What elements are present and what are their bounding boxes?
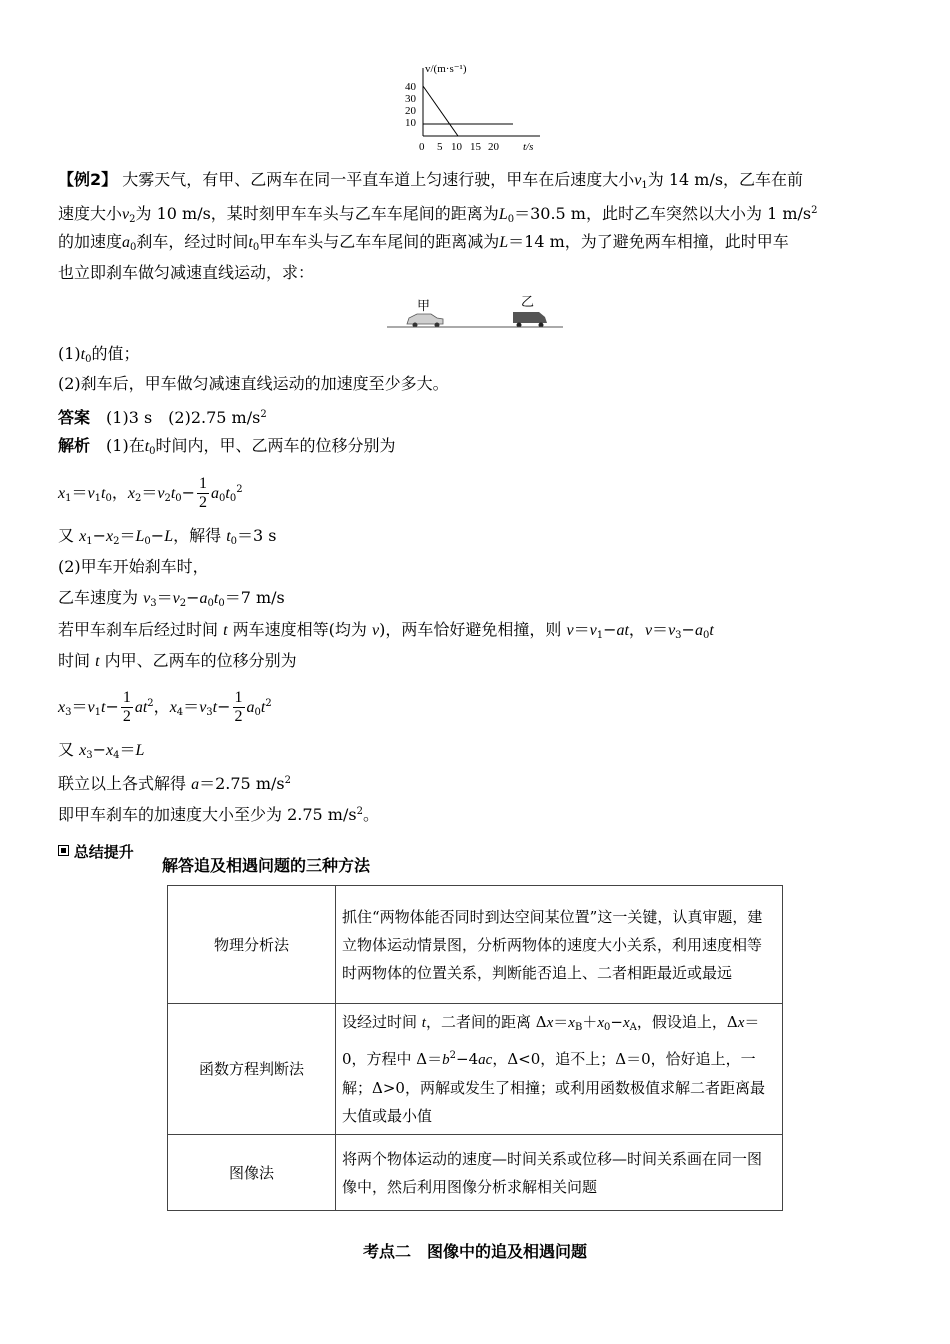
analysis-formula-1: $x_1=v_1t_0$，$x_2=v_2t_0-$ $\frac{1}{2}$ $a_0t_0^2$ <box>58 475 243 511</box>
summary-header <box>58 842 134 862</box>
description-cell: 设经过时间 t，二者间的距离 $\Delta x=x_B+x_0-x_A$，假设追上，Δx＝0，方程中 $\Delta=b^2-4ac$，Δ<0，追不上；Δ＝0，恰好追上，一解；Δ>0，两解或发生了相撞；或利用函数极值求解二者距离最大值或最小值 <box>336 1004 783 1135</box>
answer-label: 答案 <box>58 408 91 427</box>
analysis-line-10: 联立以上各式解得 a＝2.75 $m/s^2$ <box>58 774 291 793</box>
table-row <box>168 1004 783 1135</box>
analysis-formula-2: $x_3=v_1t-$ $\frac{1}{2}$ $at^2$，$x_4=v_3t-$ $\frac{1}{2}$ $a_0t^2$ <box>58 689 272 725</box>
summary-label: 总结提升 <box>73 843 134 861</box>
analysis-label: 解析 <box>58 436 91 455</box>
method-cell: 函数方程判断法 <box>168 1004 336 1135</box>
analysis-line-11: 即甲车刹车的加速度大小至少为 2.75 $m/s^2$。 <box>58 805 379 824</box>
question-2: (2)刹车后，甲车做匀减速直线运动的加速度至少多大。 <box>58 374 449 393</box>
analysis-line-1: 解析 (1)在$t_0$时间内，甲、乙两车的位移分别为 <box>58 436 396 457</box>
section-title: 考点二 图像中的追及相遇问题 <box>362 1242 587 1261</box>
example-label: 【例2】 <box>58 170 118 189</box>
method-cell: 图像法 <box>168 1135 336 1211</box>
summary-square-icon <box>58 845 69 856</box>
description-cell: 将两个物体运动的速度—时间关系或位移—时间关系画在同一图像中，然后利用图像分析求解相关问题 <box>336 1135 783 1211</box>
truck-car-icon <box>513 312 547 328</box>
graph-x-tick-0: 0 <box>419 141 425 153</box>
sedan-car-icon <box>407 314 443 328</box>
example-line-3: 的加速度$a_0$刹车，经过时间$t_0$甲车车头与乙车车尾间的距离减为L＝14 m，为了避免两车相撞，此时甲车 <box>58 232 789 253</box>
graph-y-tick-30: 30 <box>405 93 416 105</box>
velocity-time-graph <box>395 58 555 158</box>
analysis-line-6: 若甲车刹车后经过时间 t 两车速度相等(均为 v)，两车恰好避免相撞，则 $v=v_1-at$，$v=v_3-a_0t$ <box>58 620 714 641</box>
question-1: $(1)t_0$的值； <box>58 344 140 365</box>
cars-illustration <box>385 290 565 332</box>
car-jia-label: 甲 <box>417 299 431 314</box>
graph-x-tick-10: 10 <box>451 141 462 153</box>
description-cell: 抓住“两物体能否同时到达空间某位置”这一关键，认真审题，建立物体运动情景图，分析两物体的速度大小关系，利用速度相等时两物体的位置关系，判断能否追上、二者相距最近或最远 <box>336 886 783 1004</box>
graph-y-tick-10: 10 <box>405 117 416 129</box>
answer-line: 答案 (1)3 s (2)2.75 $m/s^2$ <box>58 408 267 427</box>
example-line-1: 【例2】 大雾天气，有甲、乙两车在同一平直车道上匀速行驶，甲车在后速度大小$v_1$为 14 m/s，乙车在前 <box>58 170 804 191</box>
analysis-line-5: 乙车速度为 $v_3=v_2-a_0t_0=7$ m/s <box>58 588 285 609</box>
graph-x-tick-5: 5 <box>437 141 443 153</box>
fraction-half: $\frac{1}{2}$ <box>199 475 208 511</box>
graph-x-tick-15: 15 <box>470 141 481 153</box>
car-yi-label: 乙 <box>521 295 535 310</box>
method-cell: 物理分析法 <box>168 886 336 1004</box>
summary-title: 解答追及相遇问题的三种方法 <box>162 856 371 875</box>
analysis-line-7: 时间 t 内甲、乙两车的位移分别为 <box>58 651 297 670</box>
analysis-line-9: 又 $x_3-x_4=L$ <box>58 740 145 761</box>
analysis-line-3: 又 $x_1-x_2=L_0-L$，解得 $t_0=3$ s <box>58 526 277 547</box>
table-row <box>168 1135 783 1211</box>
example-line-4: 也立即刹车做匀减速直线运动，求： <box>58 263 315 282</box>
graph-x-axis-label: t/s <box>523 141 534 153</box>
graph-y-tick-20: 20 <box>405 105 416 117</box>
graph-y-axis-label: v/(m·s⁻¹) <box>425 63 467 75</box>
analysis-line-4: (2)甲车开始刹车时， <box>58 557 209 576</box>
graph-decel-line <box>423 86 458 136</box>
table-row <box>168 886 783 1004</box>
example-line-2: 速度大小$v_2$为 10 m/s，某时刻甲车车头与乙车车尾间的距离为$L_0=30.5$ m，此时乙车突然以大小为 1 $m/s^2$ <box>58 204 818 225</box>
graph-y-tick-40: 40 <box>405 81 416 93</box>
graph-x-tick-20: 20 <box>488 141 499 153</box>
summary-table <box>167 885 783 1211</box>
